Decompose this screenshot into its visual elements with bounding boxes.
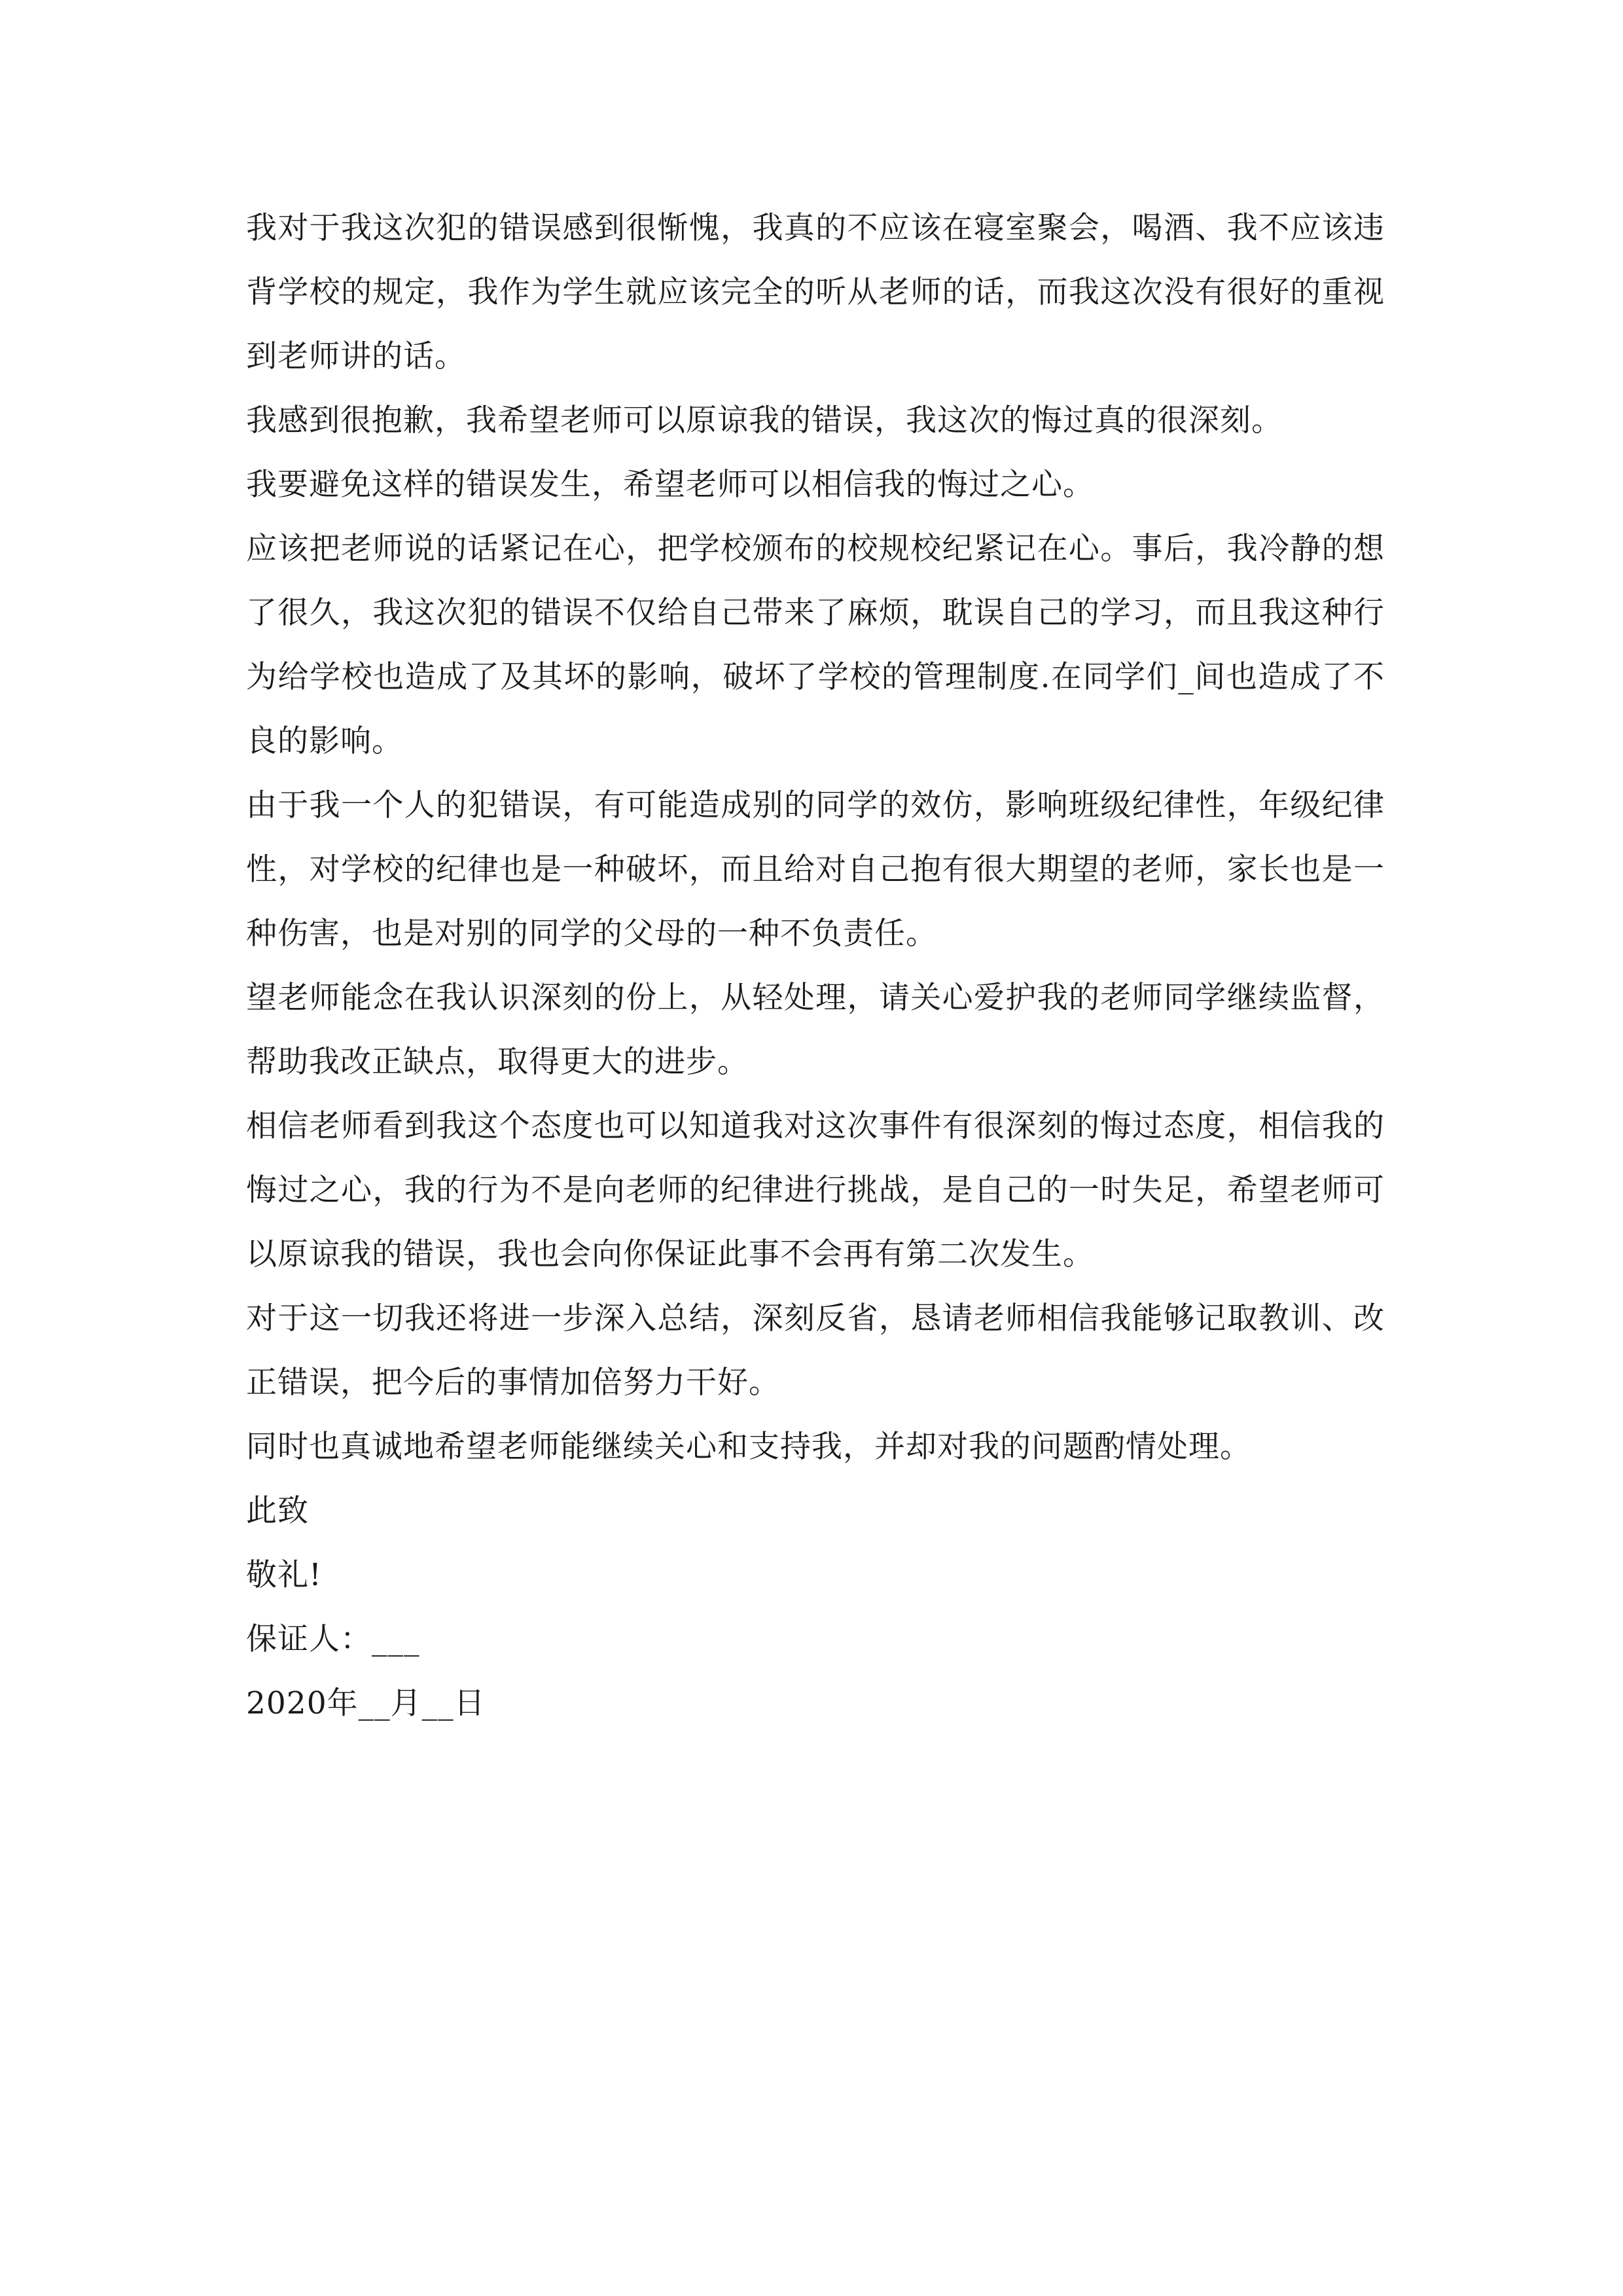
paragraph: 相信老师看到我这个态度也可以知道我对这次事件有很深刻的悔过态度，相信我的悔过之心，我的行为不是向老师的纪律进行挑战，是自己的一时失足，希望老师可以原谅我的错误，我也会向你保证此事不会再有第二次发生。 <box>246 1108 1385 1272</box>
paragraph: 我感到很抱歉，我希望老师可以原谅我的错误，我这次的悔过真的很深刻。 <box>246 403 1283 439</box>
paragraph: 同时也真诚地希望老师能继续关心和支持我，并却对我的问题酌情处理。 <box>246 1429 1251 1465</box>
salutation-line: 敬礼! <box>246 1557 322 1593</box>
paragraph: 应该把老师说的话紧记在心，把学校颁布的校规校纪紧记在心。事后，我冷静的想了很久，我这次犯的错误不仅给自己带来了麻烦，耽误自己的学习，而且我这种行为给学校也造成了及其坏的影响，破坏了学校的管理制度.在同学们_间也造成了不良的影响。 <box>246 531 1385 759</box>
paragraph: 由于我一个人的犯错误，有可能造成别的同学的效仿，影响班级纪律性，年级纪律性，对学校的纪律也是一种破坏，而且给对自己抱有很大期望的老师，家长也是一种伤害，也是对别的同学的父母的一种不负责任。 <box>246 787 1385 952</box>
paragraph: 我对于我这次犯的错误感到很惭愧，我真的不应该在寝室聚会，喝酒、我不应该违背学校的规定，我作为学生就应该完全的听从老师的话，而我这次没有很好的重视到老师讲的话。 <box>246 210 1385 374</box>
paragraph: 对于这一切我还将进一步深入总结，深刻反省，恳请老师相信我能够记取教训、改正错误，把今后的事情加倍努力干好。 <box>246 1300 1385 1401</box>
paragraph: 我要避免这样的错误发生，希望老师可以相信我的悔过之心。 <box>246 467 1094 503</box>
date-line: 2020年__月__日 <box>246 1685 486 1721</box>
signature-line: 保证人：___ <box>246 1621 420 1657</box>
closing-line: 此致 <box>246 1493 309 1529</box>
paragraph: 望老师能念在我认识深刻的份上，从轻处理，请关心爱护我的老师同学继续监督，帮助我改正缺点，取得更大的进步。 <box>246 980 1385 1080</box>
letter-body <box>246 196 1385 1736</box>
